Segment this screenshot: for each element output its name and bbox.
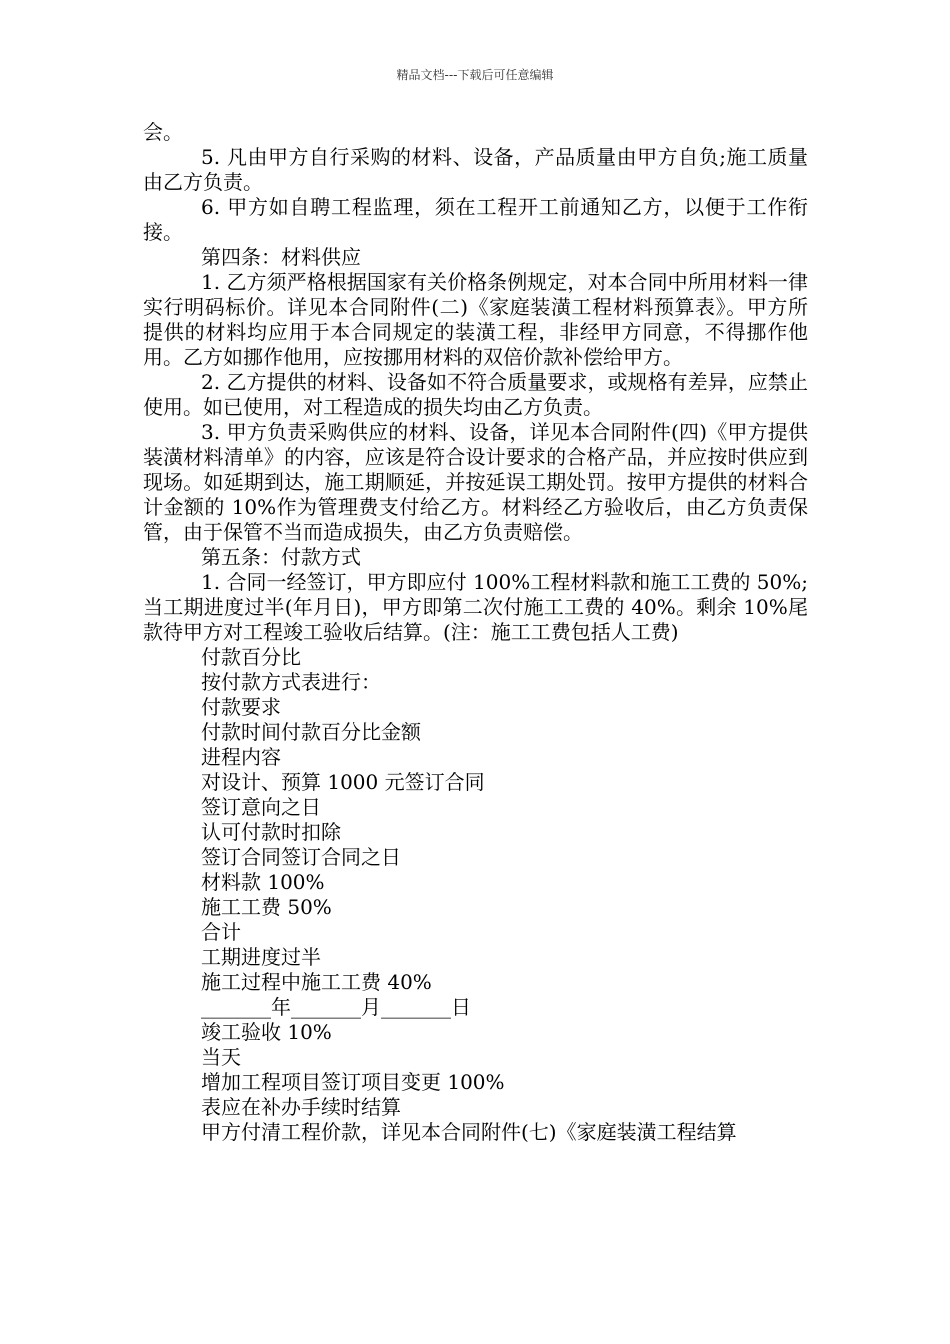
paragraph: 2. 乙方提供的材料、设备如不符合质量要求，或规格有差异，应禁止使用。如已使用，对工程造成的损失均由乙方负责。 (143, 370, 808, 419)
paragraph: 5. 凡由甲方自行采购的材料、设备，产品质量由甲方自负;施工质量由乙方负责。 (143, 145, 808, 194)
paragraph: 6. 甲方如自聘工程监理，须在工程开工前通知乙方，以便于工作衔接。 (143, 195, 808, 244)
document-body (143, 120, 808, 1145)
paragraph: 施工过程中施工工费 40% (201, 970, 432, 994)
paragraph: 进程内容 (201, 745, 281, 769)
paragraph: 3. 甲方负责采购供应的材料、设备，详见本合同附件(四)《甲方提供装潢材料清单》的内容，应该是符合设计要求的合格产品，并应按时供应到现场。如延期到达，施工期顺延，并按延误工期处罚。按甲方提供的材料合计金额的 10%作为管理费支付给乙方。材料经乙方验收后，由乙方负责保管，由于保管不当而造成损失，由乙方负责赔偿。 (143, 420, 808, 544)
paragraph: 当天 (201, 1045, 241, 1069)
paragraph: 施工工费 50% (201, 895, 332, 919)
paragraph: 增加工程项目签订项目变更 100% (201, 1070, 505, 1094)
paragraph: 第五条：付款方式 (201, 545, 361, 569)
paragraph: 合计 (201, 920, 241, 944)
paragraph: 会。 (143, 120, 183, 144)
paragraph: 1. 乙方须严格根据国家有关价格条例规定，对本合同中所用材料一律实行明码标价。详见本合同附件(二)《家庭装潢工程材料预算表》。甲方所提供的材料均应用于本合同规定的装潢工程，非经甲方同意，不得挪作他用。乙方如挪作他用，应按挪用材料的双倍价款补偿给甲方。 (143, 270, 808, 369)
paragraph: 工期进度过半 (201, 945, 321, 969)
paragraph: 1. 合同一经签订，甲方即应付 100%工程材料款和施工工费的 50%;当工期进度过半(年月日)，甲方即第二次付施工工费的 40%。剩余 10%尾款待甲方对工程竣工验收后结算。(注：施工工费包括人工费) (143, 570, 808, 644)
paragraph: 竣工验收 10% (201, 1020, 332, 1044)
paragraph: 签订合同签订合同之日 (201, 845, 401, 869)
paragraph: 付款时间付款百分比金额 (201, 720, 421, 744)
page-header: 精品文档---下载后可任意编辑 (396, 68, 554, 82)
paragraph: 第四条：材料供应 (201, 245, 361, 269)
paragraph: 对设计、预算 1000 元签订合同 (201, 770, 485, 794)
paragraph: 付款百分比 (201, 645, 301, 669)
paragraph: 付款要求 (201, 695, 281, 719)
paragraph: _______年_______月_______日 (201, 995, 471, 1019)
paragraph: 表应在补办手续时结算 (201, 1095, 401, 1119)
paragraph: 按付款方式表进行： (201, 670, 381, 694)
paragraph: 材料款 100% (201, 870, 325, 894)
paragraph: 签订意向之日 (201, 795, 321, 819)
paragraph: 甲方付清工程价款，详见本合同附件(七)《家庭装潢工程结算 (201, 1120, 737, 1144)
paragraph: 认可付款时扣除 (201, 820, 341, 844)
